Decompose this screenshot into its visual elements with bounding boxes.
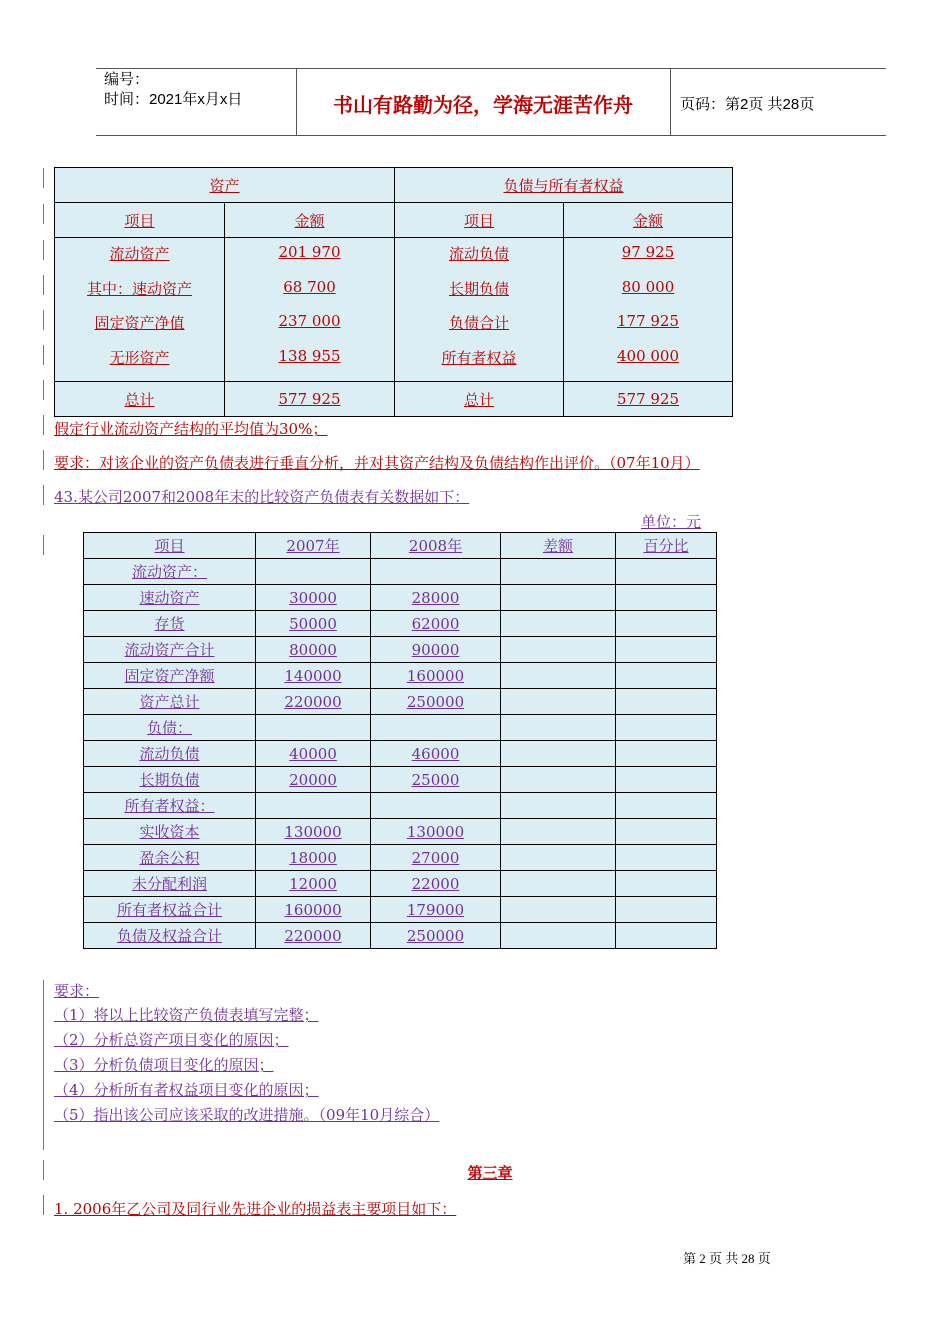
- margin-mark: [43, 535, 44, 555]
- table-row: [84, 923, 717, 949]
- value-2008: 179000: [371, 897, 501, 923]
- value-2008: [371, 793, 501, 819]
- table-row: [84, 663, 717, 689]
- percent-cell: [616, 689, 717, 715]
- row-label: 负债及权益合计: [84, 923, 256, 949]
- row-label: 流动负债: [84, 741, 256, 767]
- group-header: 资产: [55, 168, 395, 203]
- row-label: 未分配利润: [84, 871, 256, 897]
- value-2008: 28000: [371, 585, 501, 611]
- margin-mark: [43, 240, 44, 260]
- table-row: [84, 689, 717, 715]
- requirement-item: （5）指出该公司应该采取的改进措施。（09年10月综合）: [54, 1106, 440, 1124]
- margin-mark: [43, 275, 44, 295]
- percent-cell: [616, 741, 717, 767]
- question-43: 43.某公司2007和2008年末的比较资产负债表有关数据如下：: [54, 488, 470, 506]
- difference-cell: [501, 923, 616, 949]
- difference-cell: [501, 663, 616, 689]
- column-header: 项目: [55, 203, 225, 238]
- column-header: 差额: [501, 533, 616, 559]
- header-motto: 书山有路勤为径，学海无涯苦作舟: [333, 93, 633, 117]
- value-2008: 130000: [371, 819, 501, 845]
- value-2008: 250000: [371, 689, 501, 715]
- value-2007: [256, 793, 371, 819]
- header-page-label: 页码：第2页 共28页: [680, 96, 815, 113]
- table-row: [84, 845, 717, 871]
- table-row: [84, 897, 717, 923]
- table-row: [84, 767, 717, 793]
- value-2008: 160000: [371, 663, 501, 689]
- value-2007: 30000: [256, 585, 371, 611]
- margin-mark: [43, 980, 44, 1150]
- comparative-balance-table: [83, 532, 717, 949]
- value-2008: [371, 559, 501, 585]
- value-2008: 90000: [371, 637, 501, 663]
- requirement-item: （2）分析总资产项目变化的原因；: [54, 1031, 289, 1049]
- total-value: 577 925: [564, 382, 733, 417]
- unit-label: 单位：元: [641, 513, 702, 531]
- difference-cell: [501, 741, 616, 767]
- value-2007: 140000: [256, 663, 371, 689]
- difference-cell: [501, 793, 616, 819]
- difference-cell: [501, 637, 616, 663]
- value-2007: 50000: [256, 611, 371, 637]
- value-2008: 250000: [371, 923, 501, 949]
- requirement-item: （1）将以上比较资产负债表填写完整；: [54, 1006, 319, 1024]
- value-2007: [256, 559, 371, 585]
- value-2008: 62000: [371, 611, 501, 637]
- column-header: 项目: [395, 203, 564, 238]
- group-header: 负债与所有者权益: [395, 168, 733, 203]
- value-2007: 12000: [256, 871, 371, 897]
- table-row: [84, 611, 717, 637]
- value-2007: 20000: [256, 767, 371, 793]
- margin-mark: [43, 345, 44, 365]
- percent-cell: [616, 845, 717, 871]
- balance-sheet-table: [54, 167, 733, 417]
- row-label: 长期负债: [84, 767, 256, 793]
- column-header: 金额: [225, 203, 395, 238]
- percent-cell: [616, 637, 717, 663]
- difference-cell: [501, 845, 616, 871]
- value-2007: [256, 715, 371, 741]
- margin-mark: [43, 168, 44, 188]
- total-value: 577 925: [225, 382, 395, 417]
- percent-cell: [616, 585, 717, 611]
- value-2008: [371, 715, 501, 741]
- value-2007: 130000: [256, 819, 371, 845]
- table-row: [84, 715, 717, 741]
- row-label: 固定资产净额: [84, 663, 256, 689]
- total-label: 总计: [395, 382, 564, 417]
- row-label: 速动资产: [84, 585, 256, 611]
- margin-mark: [43, 1195, 44, 1215]
- row-label: 实收资本: [84, 819, 256, 845]
- time-label: 时间：2021年x月x日: [104, 91, 243, 108]
- value-2007: 80000: [256, 637, 371, 663]
- table-row: [84, 741, 717, 767]
- margin-mark: [43, 310, 44, 330]
- row-label: 存货: [84, 611, 256, 637]
- requirement-item: （3）分析负债项目变化的原因；: [54, 1056, 274, 1074]
- margin-mark: [43, 204, 44, 224]
- percent-cell: [616, 767, 717, 793]
- difference-cell: [501, 689, 616, 715]
- difference-cell: [501, 897, 616, 923]
- difference-cell: [501, 611, 616, 637]
- value-2007: 220000: [256, 923, 371, 949]
- code-label: 编号：: [104, 71, 150, 88]
- liability-amounts-cell: 97 925 80 000 177 925 400 000: [564, 238, 733, 382]
- row-label: 所有者权益合计: [84, 897, 256, 923]
- table-row: [84, 637, 717, 663]
- difference-cell: [501, 871, 616, 897]
- liability-items-cell: 流动负债 长期负债 负债合计 所有者权益: [395, 238, 564, 382]
- margin-mark: [43, 485, 44, 505]
- percent-cell: [616, 559, 717, 585]
- margin-mark: [43, 450, 44, 470]
- percent-cell: [616, 793, 717, 819]
- percent-cell: [616, 819, 717, 845]
- value-2007: 220000: [256, 689, 371, 715]
- chapter-heading: 第三章: [467, 1164, 513, 1182]
- value-2008: 46000: [371, 741, 501, 767]
- row-label: 负债：: [84, 715, 256, 741]
- value-2008: 25000: [371, 767, 501, 793]
- value-2008: 27000: [371, 845, 501, 871]
- table-row: [84, 793, 717, 819]
- percent-cell: [616, 663, 717, 689]
- asset-items-cell: 流动资产 其中：速动资产 固定资产净值 无形资产: [55, 238, 225, 382]
- value-2007: 160000: [256, 897, 371, 923]
- requirement-text: 要求：对该企业的资产负债表进行垂直分析，并对其资产结构及负债结构作出评价。（07年10月）: [54, 454, 700, 472]
- percent-cell: [616, 871, 717, 897]
- percent-cell: [616, 923, 717, 949]
- value-2008: 22000: [371, 871, 501, 897]
- row-label: 所有者权益：: [84, 793, 256, 819]
- percent-cell: [616, 715, 717, 741]
- difference-cell: [501, 585, 616, 611]
- row-label: 流动资产：: [84, 559, 256, 585]
- margin-mark: [43, 380, 44, 400]
- difference-cell: [501, 767, 616, 793]
- page-footer: 第 2 页 共 28 页: [683, 1251, 771, 1266]
- margin-mark: [43, 415, 44, 435]
- header-divider: [670, 68, 671, 136]
- value-2007: 40000: [256, 741, 371, 767]
- value-2007: 18000: [256, 845, 371, 871]
- column-header: 2007年: [256, 533, 371, 559]
- total-label: 总计: [55, 382, 225, 417]
- requirements-title: 要求：: [54, 982, 100, 1000]
- header-top-rule: [96, 68, 886, 69]
- difference-cell: [501, 559, 616, 585]
- table-row: [84, 819, 717, 845]
- row-label: 流动资产合计: [84, 637, 256, 663]
- table-row: [84, 871, 717, 897]
- column-header: 百分比: [616, 533, 717, 559]
- row-label: 盈余公积: [84, 845, 256, 871]
- table-row: [84, 585, 717, 611]
- column-header: 金额: [564, 203, 733, 238]
- row-label: 资产总计: [84, 689, 256, 715]
- header-meta: [104, 70, 242, 110]
- difference-cell: [501, 715, 616, 741]
- asset-amounts-cell: 201 970 68 700 237 000 138 955: [225, 238, 395, 382]
- question-1: 1. 2006年乙公司及同行业先进企业的损益表主要项目如下：: [54, 1200, 457, 1218]
- requirement-item: （4）分析所有者权益项目变化的原因；: [54, 1081, 319, 1099]
- note-text: 假定行业流动资产结构的平均值为30%；: [54, 420, 328, 438]
- table-row: [84, 559, 717, 585]
- column-header: 2008年: [371, 533, 501, 559]
- percent-cell: [616, 611, 717, 637]
- difference-cell: [501, 819, 616, 845]
- column-header: 项目: [84, 533, 256, 559]
- percent-cell: [616, 897, 717, 923]
- header-bottom-rule: [96, 135, 886, 136]
